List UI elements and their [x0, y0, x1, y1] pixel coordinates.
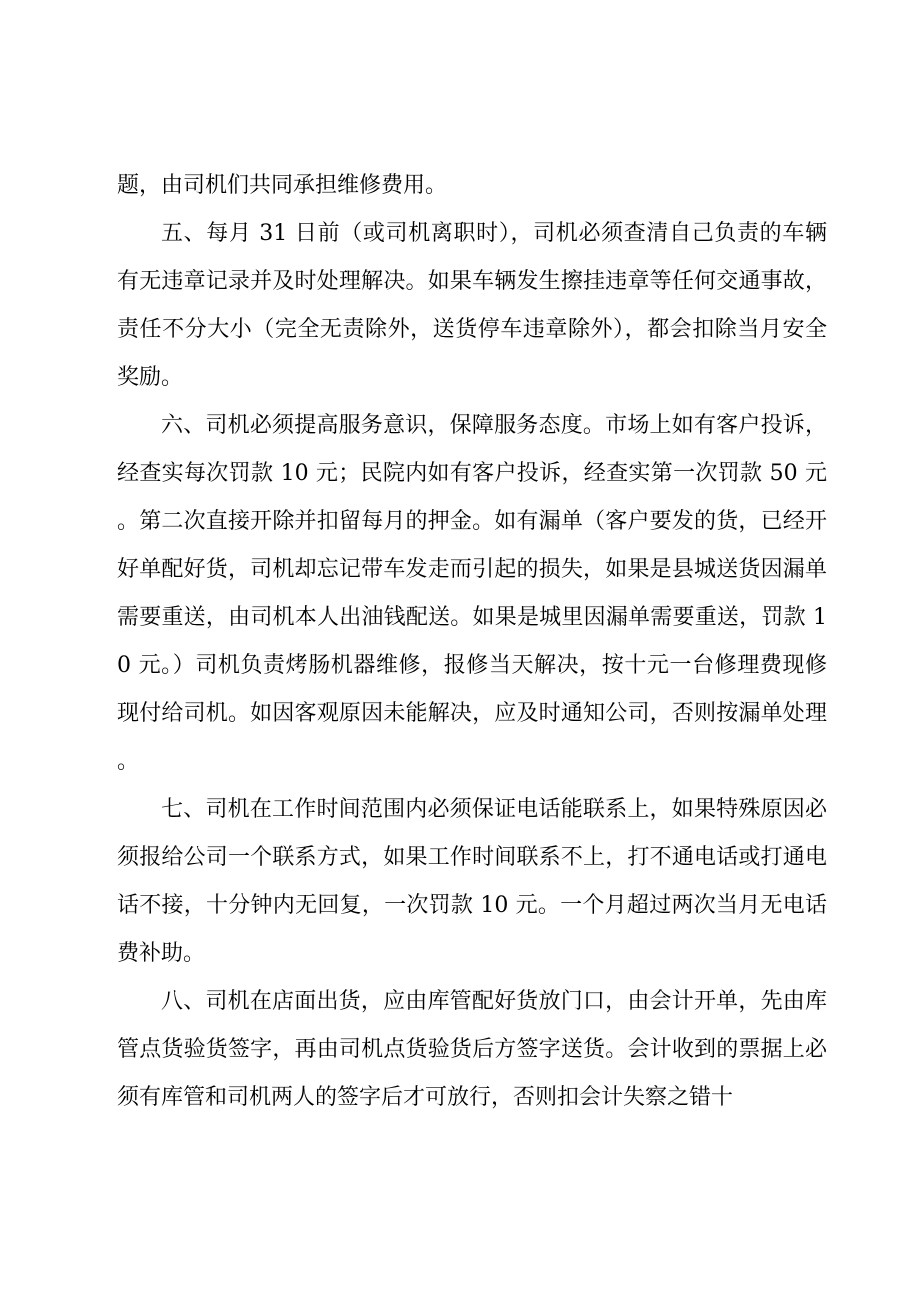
paragraph-item-8: 八、司机在店面出货，应由库管配好货放门口，由会计开单，先由库管点货验货签字，再由司机点货验货后方签字送货。会计收到的票据上必须有库管和司机两人的签字后才可放行，否则扣会计失察之错十: [117, 989, 827, 1110]
paragraph-item-5: 五、每月 31 日前（或司机离职时），司机必须查清自己负责的车辆有无违章记录并及时处理解决。如果车辆发生擦挂违章等任何交通事故，责任不分大小（完全无责除外，送货停车违章除外），都会扣除当月安全奖励。: [117, 221, 827, 390]
document-body: [117, 162, 827, 1122]
paragraph-continuation: 题，由司机们共同承担维修费用。: [117, 173, 448, 198]
paragraph-item-6: 六、司机必须提高服务意识，保障服务态度。市场上如有客户投诉，经查实每次罚款 10 元；民院内如有客户投诉，经查实第一次罚款 50 元。第二次直接开除并扣留每月的押金。如有漏单（客户要发的货，已经开好单配好货，司机却忘记带车发走而引起的损失，如果是县城送货因漏单需要重送，由司机本人出油钱配送。如果是城里因漏单需要重送，罚款 10 元。）司机负责烤肠机器维修，报修当天解决，按十元一台修理费现修现付给司机。如因客观原因未能解决，应及时通知公司，否则按漏单处理。: [117, 413, 827, 774]
paragraph-item-7: 七、司机在工作时间范围内必须保证电话能联系上，如果特殊原因必须报给公司一个联系方式，如果工作时间联系不上，打不通电话或打通电话不接，十分钟内无回复，一次罚款 10 元。一个月超过两次当月无电话费补助。: [117, 797, 827, 966]
